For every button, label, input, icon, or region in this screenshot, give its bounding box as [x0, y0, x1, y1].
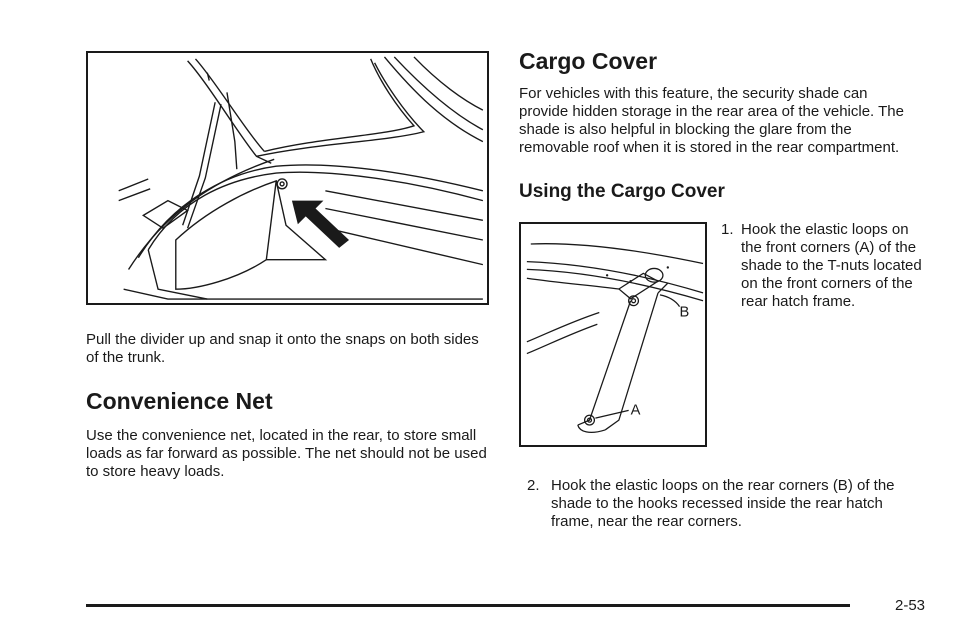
step-2 — [527, 477, 927, 531]
step-1 — [721, 221, 931, 311]
using-cargo-cover-heading: Using the Cargo Cover — [519, 181, 725, 202]
trunk-divider-illustration — [86, 51, 489, 305]
step-1-text: Hook the elastic loops on the front corners (A) of the shade to the T-nuts located on the front corners of the rear hatch frame. — [741, 221, 922, 310]
convenience-net-text: Use the convenience net, located in the rear, to store small loads as far forward as possible. The net should not be used to store heavy loads. — [86, 427, 487, 480]
convenience-net-heading: Convenience Net — [86, 388, 273, 414]
page-number: 2-53 — [895, 597, 926, 614]
step-2-text: Hook the elastic loops on the rear corners (B) of the shade to the hooks recessed inside the rear hatch frame, near the rear corners. — [551, 477, 895, 530]
trunk-caption: Pull the divider up and snap it onto the snaps on both sides of the trunk. — [86, 331, 479, 366]
step-1-number: 1. — [721, 221, 734, 238]
step-2-number: 2. — [527, 477, 540, 494]
footer-rule — [86, 604, 850, 607]
label-a: A — [630, 402, 641, 419]
pointer-arrow-icon — [292, 201, 349, 248]
label-b: B — [679, 304, 690, 321]
cargo-cover-text: For vehicles with this feature, the security shade can provide hidden storage in the rear area of the vehicle. The shade is also helpful in blocking the glare from the removable roof when it is stored in the rear compartment. — [519, 85, 904, 156]
cargo-cover-illustration — [519, 222, 707, 447]
cargo-cover-heading: Cargo Cover — [519, 48, 658, 74]
trunk-divider-drawing — [88, 53, 487, 303]
cargo-cover-drawing — [521, 224, 705, 445]
